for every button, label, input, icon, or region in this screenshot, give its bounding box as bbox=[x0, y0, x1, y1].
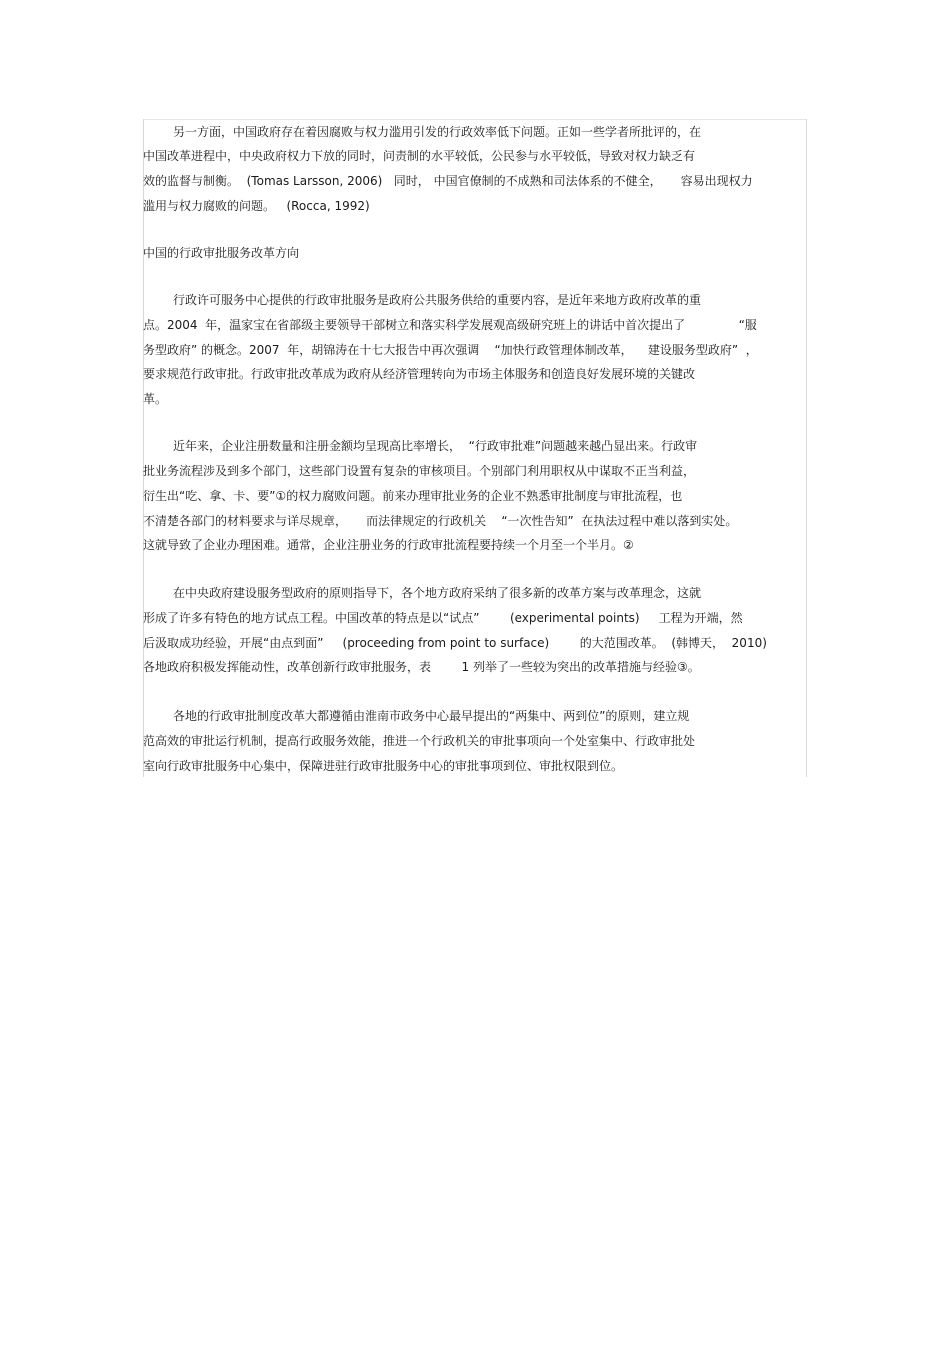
paragraph-line: 务型政府” 的概念。2007 年，胡锦涛在十七大报告中再次强调 “加快行政管理体制改革， 建设服务型政府” ， bbox=[143, 343, 758, 357]
text-frame-top-border bbox=[143, 119, 807, 120]
paragraph-line: 各地政府积极发挥能动性，改革创新行政审批服务，表 1 列举了一些较为突出的改革措施与经验③。 bbox=[143, 660, 700, 674]
paragraph-line: 室向行政审批服务中心集中，保障进驻行政审批服务中心的审批事项到位、审批权限到位。 bbox=[143, 759, 624, 773]
paragraph-line: 批业务流程涉及到多个部门，这些部门设置有复杂的审核项目。个别部门利用职权从中谋取不正当利益， bbox=[143, 464, 696, 478]
paragraph-line: 效的监督与制衡。 (Tomas Larsson, 2006) 同时， 中国官僚制的不成熟和司法体系的不健全， 容易出现权力 bbox=[143, 174, 753, 188]
paragraph-line: 另一方面，中国政府存在着因腐败与权力滥用引发的行政效率低下问题。正如一些学者所批评的，在 bbox=[173, 125, 702, 139]
paragraph-line: 点。2004 年，温家宝在省部级主要领导干部树立和落实科学发展观高级研究班上的讲话中首次提出了 “服 bbox=[143, 318, 757, 332]
section-heading: 中国的行政审批服务改革方向 bbox=[143, 246, 300, 260]
paragraph-line: 滥用与权力腐败的问题。 (Rocca, 1992) bbox=[143, 199, 370, 213]
paragraph-line: 革。 bbox=[143, 392, 168, 406]
paragraph-line: 范高效的审批运行机制，提高行政服务效能，推进一个行政机关的审批事项向一个处室集中、行政审批处 bbox=[143, 734, 696, 748]
paragraph-line: 这就导致了企业办理困难。通常，企业注册业务的行政审批流程要持续一个月至一个半月。② bbox=[143, 538, 634, 552]
text-frame-right-border bbox=[806, 119, 807, 777]
paragraph-line: 行政许可服务中心提供的行政审批服务是政府公共服务供给的重要内容，是近年来地方政府改革的重 bbox=[173, 293, 702, 307]
paragraph-line: 中国改革进程中，中央政府权力下放的同时，问责制的水平较低，公民参与水平较低，导致对权力缺乏有 bbox=[143, 149, 696, 163]
paragraph-line: 在中央政府建设服务型政府的原则指导下，各个地方政府采纳了很多新的改革方案与改革理念，这就 bbox=[173, 586, 702, 600]
paragraph-line: 不清楚各部门的材料要求与详尽规章， 而法律规定的行政机关 “一次性告知” 在执法过程中难以落到实处。 bbox=[143, 514, 738, 528]
paragraph-line: 各地的行政审批制度改革大都遵循由淮南市政务中心最早提出的“两集中、两到位”的原则，建立规 bbox=[173, 709, 690, 723]
paragraph-line: 后汲取成功经验，开展“由点到面” (proceeding from point to surface) 的大范围改革。 (韩博天， 2010) bbox=[143, 636, 767, 650]
paragraph-line: 要求规范行政审批。行政审批改革成为政府从经济管理转向为市场主体服务和创造良好发展环境的关键改 bbox=[143, 367, 696, 381]
paragraph-line: 形成了许多有特色的地方试点工程。中国改革的特点是以“试点” (experimental points) 工程为开端，然 bbox=[143, 611, 743, 625]
text-frame-left-border bbox=[143, 119, 144, 777]
paragraph-line: 衍生出“吃、拿、卡、要”①的权力腐败问题。前来办理审批业务的企业不熟悉审批制度与审批流程，也 bbox=[143, 489, 683, 503]
paragraph-line: 近年来，企业注册数量和注册金额均呈现高比率增长， “行政审批难”问题越来越凸显出来。行政审 bbox=[173, 439, 698, 453]
